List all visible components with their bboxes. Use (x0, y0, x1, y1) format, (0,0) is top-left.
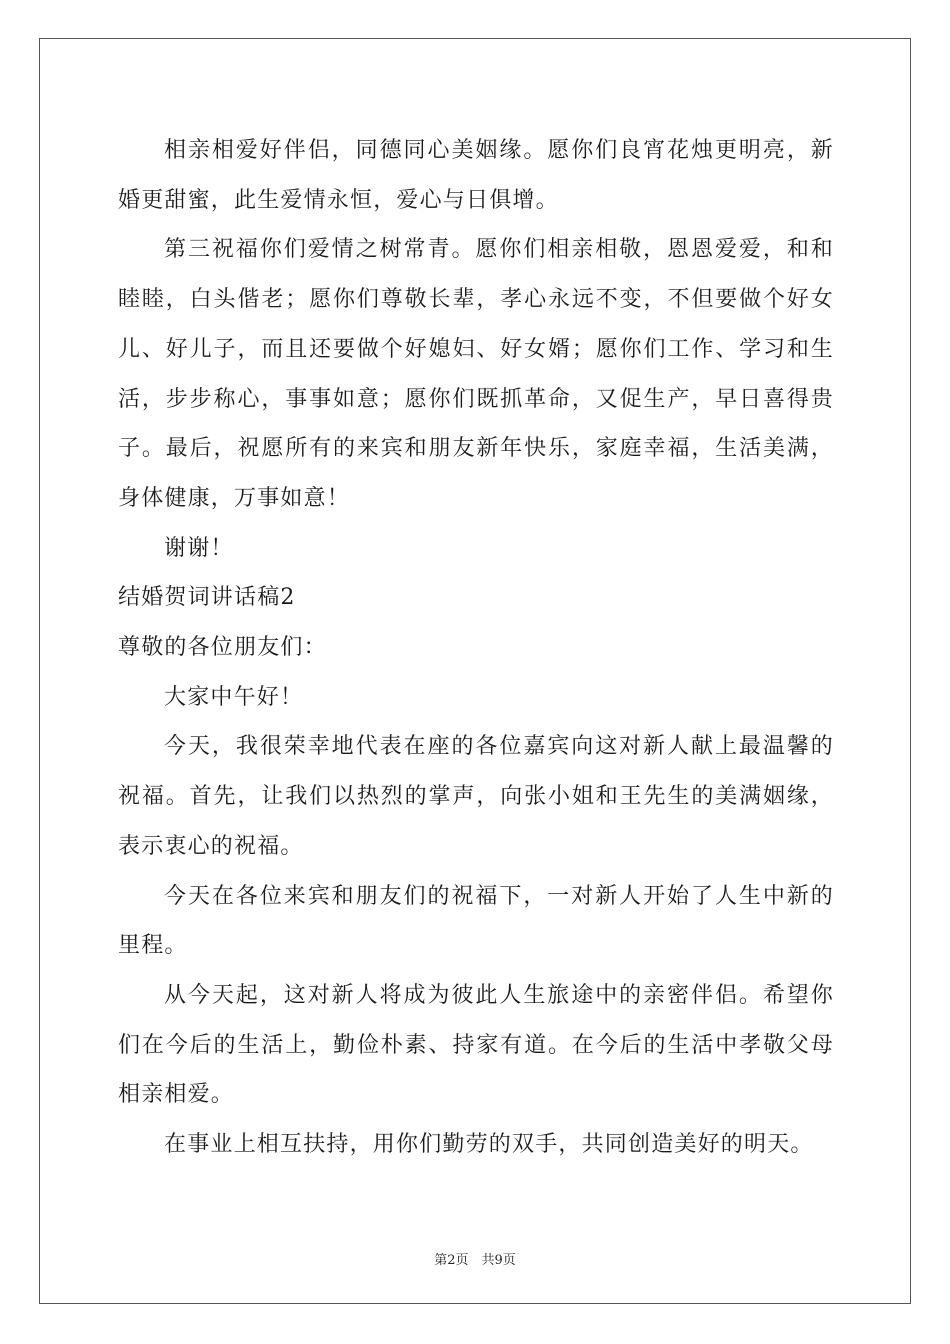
paragraph: 从今天起，这对新人将成为彼此人生旅途中的亲密伴侣。希望你们在今后的生活上，勤俭朴素、持家有道。在今后的生活中孝敬父母相亲相爱。 (118, 982, 834, 1108)
paragraph: 大家中午好！ (164, 684, 304, 710)
document-body (118, 126, 834, 1170)
paragraph: 谢谢！ (164, 535, 234, 561)
salutation: 尊敬的各位朋友们： (118, 635, 327, 661)
paragraph: 相亲相爱好伴侣，同德同心美姻缘。愿你们良宵花烛更明亮，新婚更甜蜜，此生爱情永恒，爱心与日俱增。 (118, 138, 834, 213)
page-number: 第2页 共9页 (434, 1253, 516, 1268)
section-heading: 结婚贺词讲话稿2 (118, 585, 296, 611)
paragraph: 在事业上相互扶持，用你们勤劳的双手，共同创造美好的明天。 (164, 1132, 814, 1158)
paragraph: 今天，我很荣幸地代表在座的各位嘉宾向这对新人献上最温馨的祝福。首先，让我们以热烈的掌声，向张小姐和王先生的美满姻缘，表示衷心的祝福。 (118, 734, 834, 859)
paragraph: 第三祝福你们爱情之树常青。愿你们相亲相敬，恩恩爱爱，和和睦睦，白头偕老；愿你们尊敬长辈，孝心永远不变，不但要做个好女儿、好儿子，而且还要做个好媳妇、好女婿；愿你们工作、学习和生活，步步称心，事事如意；愿你们既抓革命，又促生产，早日喜得贵子。最后，祝愿所有的来宾和朋友新年快乐，家庭幸福，生活美满，身体健康，万事如意！ (118, 237, 834, 511)
paragraph: 今天在各位来宾和朋友们的祝福下，一对新人开始了人生中新的里程。 (118, 883, 834, 959)
